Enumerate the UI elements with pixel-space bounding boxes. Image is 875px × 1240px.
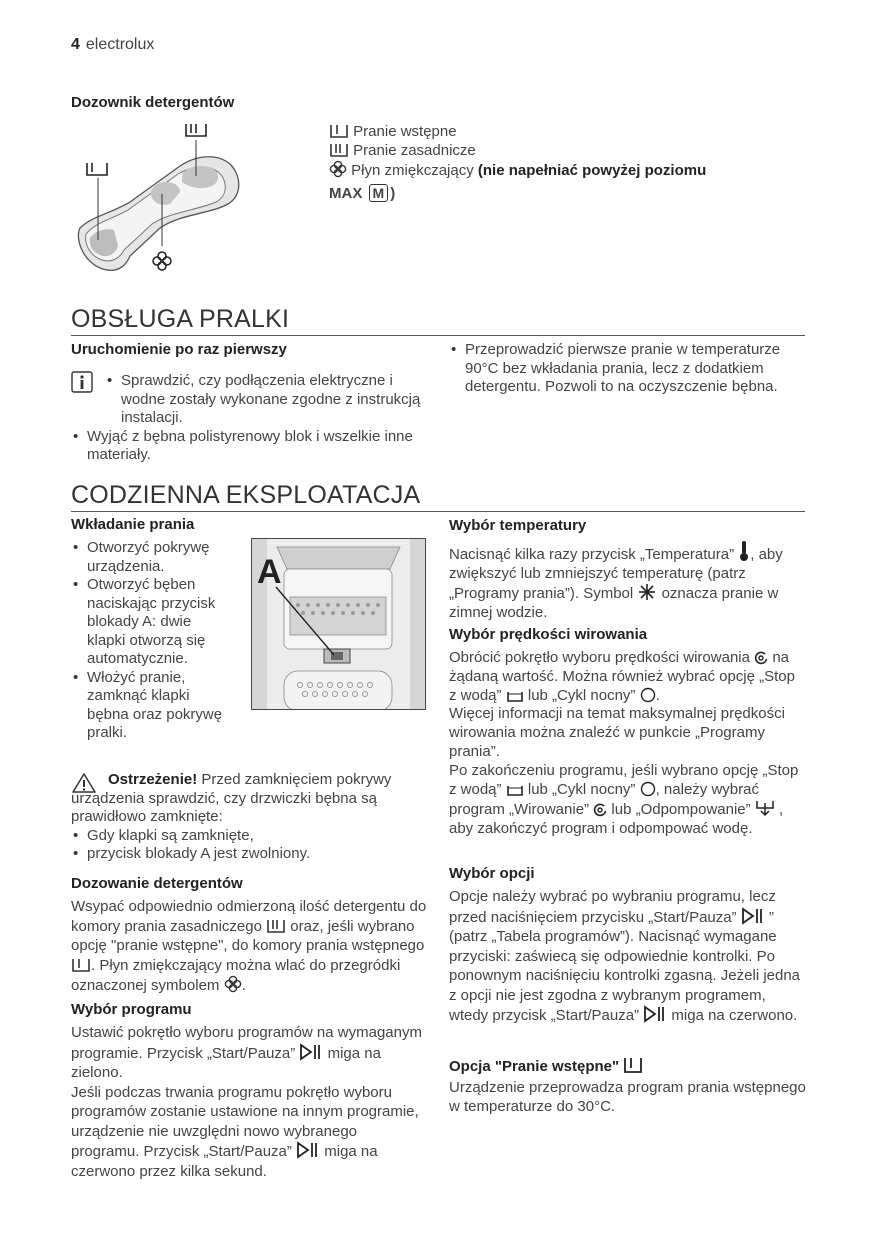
figure-label-a: A xyxy=(257,553,282,591)
legend-max-line xyxy=(329,184,706,203)
first-use-list xyxy=(71,372,431,465)
legend-prewash xyxy=(329,122,706,141)
spin-text-1d: . xyxy=(655,686,660,704)
spin-text xyxy=(449,649,806,839)
rinse-hold-icon xyxy=(506,783,524,797)
main-wash-icon xyxy=(329,142,349,158)
spin-text-3: Po zakończeniu programu, jeśli wybrano opcję „Stop z wodą” xyxy=(449,761,799,798)
first-use-right xyxy=(449,341,794,397)
legend-main-wash-label: Pranie zasadnicze xyxy=(353,142,476,159)
prewash-icon xyxy=(71,957,91,973)
legend-max-prefix: MAX xyxy=(329,185,363,202)
program-title: Wybór programu xyxy=(71,1001,192,1018)
start-pause-icon xyxy=(643,1005,667,1023)
program-text-2: Jeśli podczas trwania programu pokrętło wyboru programów zostanie ustawione na innym programie, urządzenie nie uwzględni nowo wybranego programu. Przycisk „Start/Pauza” xyxy=(71,1083,419,1160)
spin-text-1: Obrócić pokrętło wyboru prędkości wirowania xyxy=(449,649,750,666)
drum-figure xyxy=(251,538,426,710)
list-item: • Gdy klapki są zamknięte, xyxy=(71,827,431,846)
prewash-option-text: Urządzenie przeprowadza program prania wstępnego w temperaturze do 30°C. xyxy=(449,1079,806,1115)
legend-softener-warning: (nie napełniać powyżej poziomu xyxy=(477,162,707,179)
list-item: • przycisk blokady A jest zwolniony. xyxy=(71,845,431,864)
section-divider xyxy=(71,511,805,512)
options-title: Wybór opcji xyxy=(449,865,535,882)
temperature-text-1: Nacisnąć kilka razy przycisk „Temperatura” xyxy=(449,546,735,563)
spin-text-2: Więcej informacji na temat maksymalnej prędkości wirowania można znaleźć w punkcie „Programy prania”. xyxy=(449,705,785,760)
options-text-3: miga na czerwono. xyxy=(671,1007,798,1024)
page-number: 4 xyxy=(71,36,80,53)
main-wash-icon xyxy=(266,918,286,934)
temperature-text-2: , aby zwiększyć lub zmniejszyć temperaturę (patrz „Programy prania”). Symbol xyxy=(449,546,783,602)
dosing-text-4: . xyxy=(241,977,246,994)
spin-title: Wybór prędkości wirowania xyxy=(449,626,648,643)
page-header xyxy=(71,36,154,54)
list-item: • Otworzyć bęben naciskając przycisk blokady A: dwie klapki otworzą się automatycznie. xyxy=(71,576,228,669)
temperature-text-3: oznacza pranie w zimnej wodzie. xyxy=(449,585,779,621)
warning-block xyxy=(71,771,431,864)
warning-title: Ostrzeżenie! xyxy=(108,771,198,788)
softener-icon xyxy=(224,975,242,993)
dosing-text-2: oraz, jeśli wybrano opcję "pranie wstępne", do komory prania wstępnego xyxy=(71,917,425,954)
dosing-text xyxy=(71,897,428,996)
loading-list xyxy=(71,539,228,743)
night-cycle-icon xyxy=(640,781,656,797)
temperature-title: Wybór temperatury xyxy=(449,517,587,534)
section-title-operation: OBSŁUGA PRALKI xyxy=(71,305,290,333)
temperature-text xyxy=(449,540,806,622)
start-pause-icon xyxy=(296,1141,320,1159)
prewash-icon xyxy=(329,123,349,139)
max-level-icon: M xyxy=(369,184,389,202)
loading-title: Wkładanie prania xyxy=(71,516,195,533)
list-item: • Wyjąć z bębna polistyrenowy blok i wszelkie inne materiały. xyxy=(71,428,431,465)
warning-text: Przed zamknięciem pokrywy urządzenia sprawdzić, czy drzwiczki bębna są prawidłowo zamknięte: xyxy=(71,771,392,825)
spin-text-3b: lub „Cykl nocny” xyxy=(527,780,636,798)
section-title-daily: CODZIENNA EKSPLOATACJA xyxy=(71,481,421,509)
spin-text-1b: na żądaną wartość. Można również wybrać opcję „Stop z wodą” xyxy=(449,649,795,704)
prewash-option-title-text: Opcja "Pranie wstępne" xyxy=(449,1058,620,1075)
brand-name: electrolux xyxy=(85,36,155,53)
dosing-title: Dozowanie detergentów xyxy=(71,875,243,892)
dispenser-illustration xyxy=(70,118,250,278)
first-use-title: Uruchomienie po raz pierwszy xyxy=(71,341,287,358)
options-text xyxy=(449,887,806,1026)
list-item: • Sprawdzić, czy podłączenia elektryczne i wodne zostały wykonane zgodne z instrukcją instalacji. xyxy=(105,372,431,428)
legend-max-suffix: ) xyxy=(390,185,396,202)
prewash-icon xyxy=(623,1056,643,1074)
dispenser-title: Dozownik detergentów xyxy=(71,94,235,111)
rinse-hold-icon xyxy=(506,689,524,703)
program-text-2b: miga na czerwono przez kilka sekund. xyxy=(71,1143,378,1180)
dosing-text-1: Wsypać odpowiednio odmierzoną ilość detergentu do komory prania zasadniczego xyxy=(71,898,427,935)
dosing-text-3: . Płyn zmiękczający można wlać do przegródki oznaczonej symbolem xyxy=(71,956,401,994)
legend-prewash-label: Pranie wstępne xyxy=(353,123,457,140)
dispenser-legend xyxy=(329,122,706,203)
cold-wash-icon xyxy=(637,583,657,601)
thermometer-icon xyxy=(738,540,750,562)
options-text-1: Opcje należy wybrać po wybraniu programu, lecz przed naciśnięciem przycisku „Start/Pauza” xyxy=(449,888,776,926)
program-text xyxy=(71,1023,428,1181)
spin-text-3e: , aby zakończyć program i odpompować wodę. xyxy=(449,801,784,838)
list-item: • Włożyć pranie, zamknąć klapki bębna oraz pokrywę pralki. xyxy=(71,669,228,743)
spin-text-3c: , należy wybrać program „Wirowanie” xyxy=(449,780,759,819)
drain-icon xyxy=(755,799,775,817)
legend-main-wash xyxy=(329,141,706,160)
list-item: • Przeprowadzić pierwsze pranie w temperaturze 90°C bez wkładania prania, lecz z dodatkiem detergentu. Pozwoli to na oczyszczenie bębna. xyxy=(449,341,794,397)
start-pause-icon xyxy=(741,907,765,925)
options-text-2: ” (patrz „Tabela programów”). Nacisnąć wymagane przyciski: zaświecą się odpowiednie kontrolki. Po ponownym naciśnięciu kontrolki zgasną. Jeżeli jedna z opcji nie jest zgodna z wybranym programem, wtedy przycisk „Start/Pauza” xyxy=(449,908,801,1024)
legend-softener-label: Płyn zmiękczający xyxy=(351,162,474,179)
list-item: • Otworzyć pokrywę urządzenia. xyxy=(71,539,228,576)
softener-icon xyxy=(329,160,347,178)
spin-icon xyxy=(593,803,607,817)
prewash-option-title xyxy=(449,1056,643,1075)
night-cycle-icon xyxy=(640,687,656,703)
start-pause-icon xyxy=(299,1043,323,1061)
legend-softener xyxy=(329,160,706,180)
spin-icon xyxy=(754,651,768,665)
program-text-1b: miga na zielono. xyxy=(71,1044,381,1081)
spin-text-3d: lub „Odpompowanie” xyxy=(611,801,751,819)
program-text-1: Ustawić pokrętło wyboru programów na wymaganym programie. Przycisk „Start/Pauza” xyxy=(71,1024,422,1062)
spin-text-1c: lub „Cykl nocny” xyxy=(527,686,636,704)
section-divider xyxy=(71,335,805,336)
